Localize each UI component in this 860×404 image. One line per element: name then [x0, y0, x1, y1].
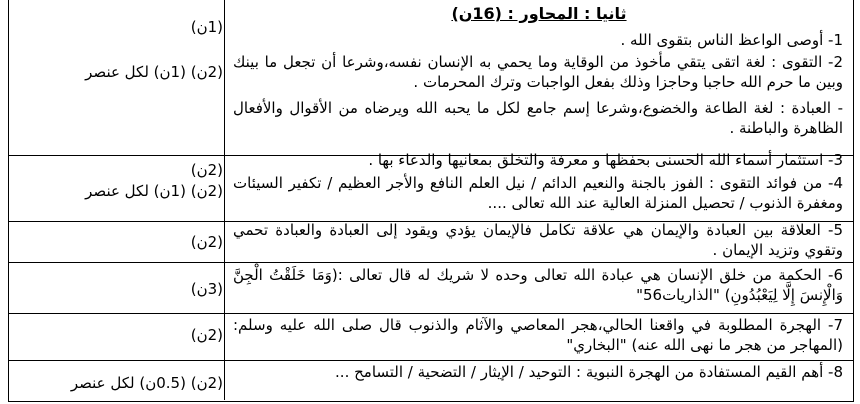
answer-text: 5- العلاقة بين العبادة والإيمان هي علاقة تكامل فالإيمان يؤدي ويقود إلى العبادة والعبادة تحمي وتقوي وتزيد الإيمان . — [233, 221, 843, 259]
answer-item-1 — [233, 30, 843, 50]
answer-text: 6- الحكمة من خلق الإنسان هي عبادة الله تعالى وحده لا شريك له قال تعالى :(وَمَا خَلَقْتُ الْجِنَّ وَالْإِنسَ إِلَّا لِيَعْبُدُونِ) "الذاريات56" — [233, 266, 843, 304]
answer-text: 3- استثمار أسماء الله الحسنى بحفظها و معرفة والتخلق بمعانيها والدعاء بها . — [368, 151, 843, 169]
answer-text: 2- التقوى : لغة اتقى يتقي مأخوذ من الوقاية وما يحمي به الإنسان نفسه،وشرعا أن تجعل ما بينك وبين ما حرم الله حاجبا وحاجزا وذلك بفعل الواجبات وترك المحرمات . — [233, 53, 843, 91]
answer-text: 1- أوصى الواعظ الناس بتقوى الله . — [620, 31, 843, 49]
mark-label: (3ن) — [190, 280, 223, 298]
answer-text: 4- من فوائد التقوى : الفوز بالجنة والنعيم الدائم / نيل العلم النافع والأجر العظيم / تكفير السيئات ومغفرة الذنوب / تحصيل المنزلة العالية عند الله تعالى .... — [233, 174, 843, 212]
answer-item-3 — [233, 150, 843, 170]
mark-label: (2ن) (0.5ن) لكل عنصر — [70, 374, 223, 392]
column-divider — [224, 0, 225, 400]
answer-item-8 — [233, 362, 843, 382]
answer-item-5 — [233, 220, 843, 260]
answer-item-4 — [233, 173, 843, 213]
answer-table — [8, 0, 854, 402]
answer-text: 8- أهم القيم المستفادة من الهجرة النبوية : التوحيد / الإيثار / التضحية / التسامح ... — [335, 363, 843, 381]
row-divider — [9, 360, 853, 361]
mark-label: (2ن) (1ن) لكل عنصر — [85, 63, 223, 81]
row-divider — [9, 262, 853, 263]
section-title: ثانيا : المحاور : (16ن) — [451, 4, 627, 23]
answer-text: 7- الهجرة المطلوبة في واقعنا الحالي،هجر المعاصي والآثام والذنوب قال صلى الله عليه وسلم: (المهاجر من هجر ما نهى الله عنه) "البخاري" — [233, 316, 843, 354]
mark-label: (2ن) (1ن) لكل عنصر — [85, 182, 223, 200]
answer-text: - العبادة : لغة الطاعة والخضوع،وشرعا إسم جامع لكل ما يحبه الله ويرضاه من الأقوال والأفعال الظاهرة والباطنة . — [233, 99, 843, 137]
answer-item-7 — [233, 315, 843, 355]
row-divider — [9, 313, 853, 314]
answer-item-6 — [233, 265, 843, 305]
mark-label: (2ن) — [190, 326, 223, 344]
mark-label: (2ن) — [190, 161, 223, 179]
answer-item-2 — [233, 52, 843, 92]
mark-label: (1ن) — [190, 18, 223, 36]
answer-item-2b — [233, 98, 843, 138]
mark-label: (2ن) — [190, 233, 223, 251]
